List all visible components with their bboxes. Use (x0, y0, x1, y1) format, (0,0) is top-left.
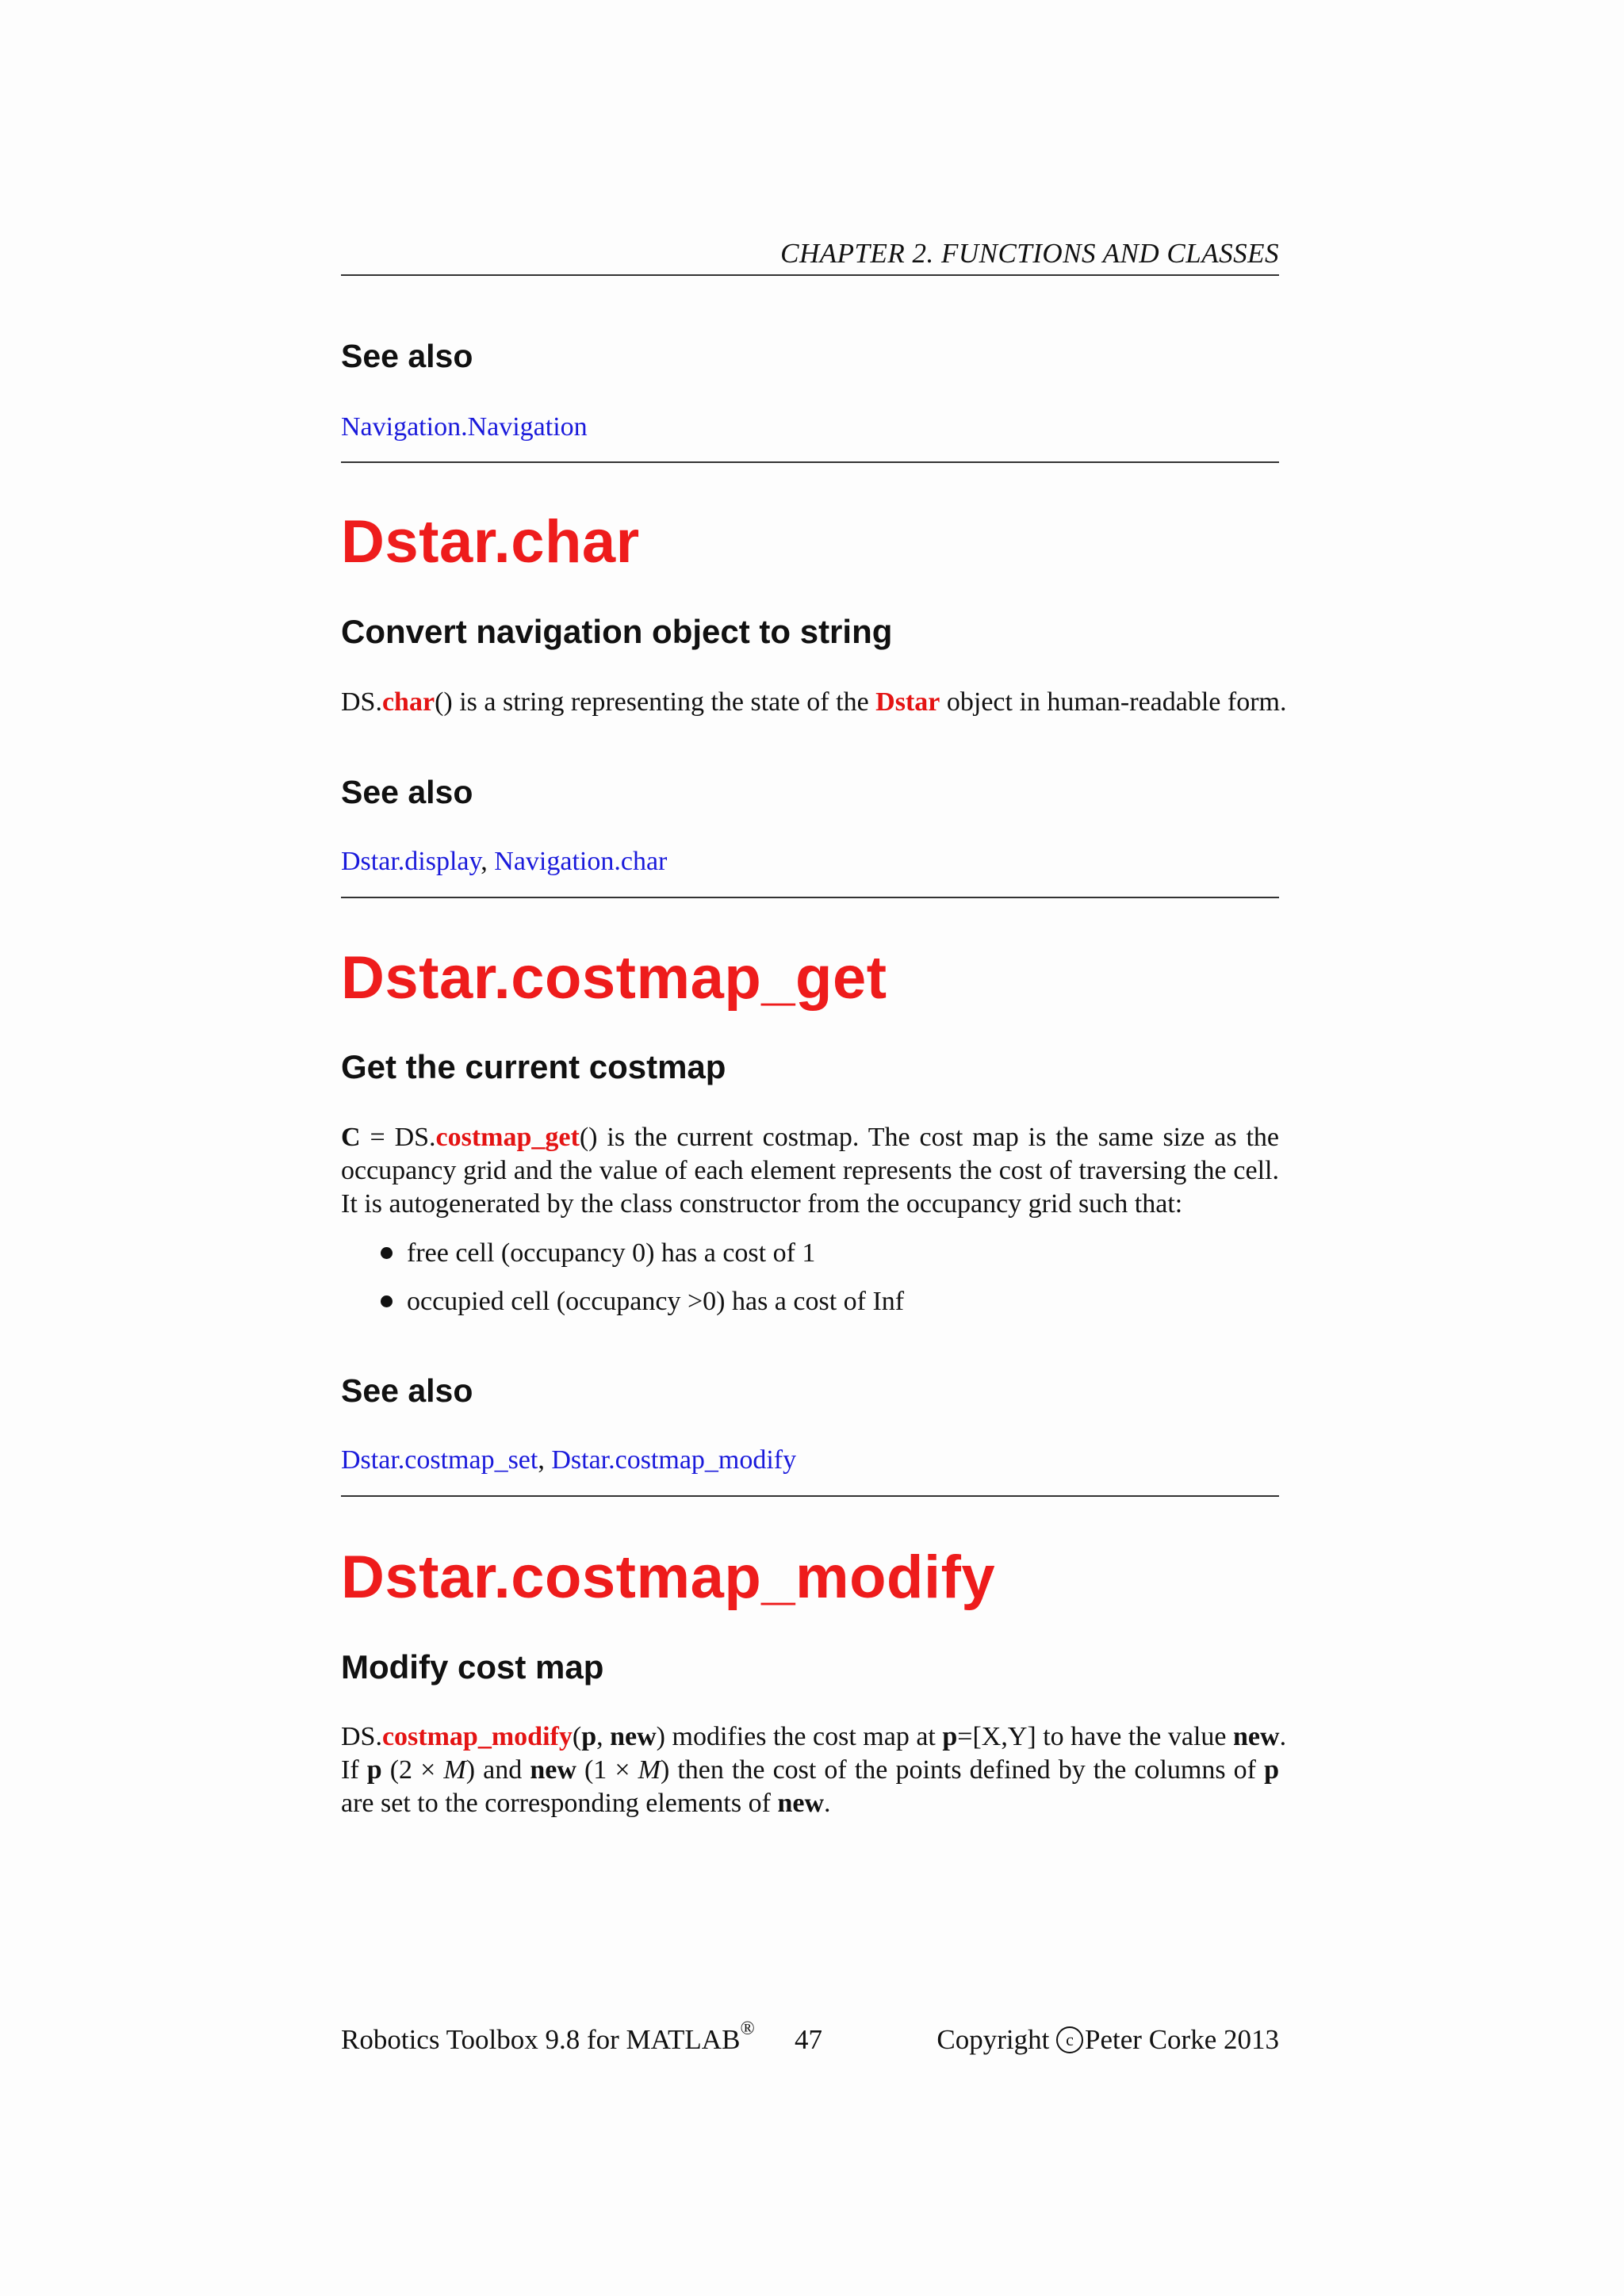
math-m: M (443, 1755, 466, 1785)
param-p: p (581, 1722, 597, 1751)
description-line: occupancy grid and the value of each element represents the cost of traversing the cell. (341, 1156, 1279, 1185)
section-divider (341, 461, 1279, 463)
text-fragment: () is a string representing the state of the (435, 687, 876, 717)
text-fragment: ) then the cost of the points defined by the columns of (660, 1755, 1265, 1785)
variable-c: C (341, 1123, 361, 1152)
link-separator: , (481, 847, 495, 876)
list-item (381, 1287, 904, 1317)
see-also-heading: See also (341, 1372, 473, 1409)
bullet-icon (381, 1247, 393, 1259)
see-also-links (341, 1445, 796, 1475)
list-item (381, 1238, 815, 1269)
function-title-costmap-modify: Dstar.costmap_modify (341, 1544, 996, 1611)
running-header: CHAPTER 2. FUNCTIONS AND CLASSES (780, 238, 1279, 269)
description-char (341, 686, 1287, 719)
text-fragment: . (824, 1789, 831, 1818)
see-also-heading: See also (341, 338, 473, 374)
registered-mark: ® (740, 2019, 755, 2039)
copyright-icon: c (1056, 2026, 1083, 2053)
description-line (341, 1720, 1287, 1754)
param-p: p (366, 1755, 382, 1785)
link-separator: , (538, 1445, 552, 1475)
footer-title: Robotics Toolbox 9.8 for MATLAB (341, 2024, 741, 2055)
function-subtitle-costmap-get: Get the current costmap (341, 1048, 726, 1085)
footer-left (341, 2019, 755, 2056)
link-dstar-costmap-modify[interactable]: Dstar.costmap_modify (551, 1445, 797, 1475)
math-m: M (638, 1755, 661, 1785)
description-costmap-modify (341, 1720, 1287, 1820)
description-line: It is autogenerated by the class constructor from the occupancy grid such that: (341, 1189, 1183, 1219)
description-line (341, 686, 1287, 719)
function-subtitle-costmap-modify: Modify cost map (341, 1648, 604, 1686)
text-fragment: ) modifies the cost map at (656, 1722, 943, 1751)
method-name: char (381, 687, 435, 717)
text-fragment: are set to the corresponding elements of (341, 1789, 778, 1818)
param-new: new (777, 1789, 824, 1818)
link-navigation-navigation[interactable]: Navigation.Navigation (341, 412, 588, 442)
footer-right (936, 2024, 1279, 2056)
page-number: 47 (795, 2024, 822, 2055)
param-new: new (530, 1755, 576, 1785)
link-navigation-char[interactable]: Navigation.char (494, 847, 668, 876)
see-also-links (341, 847, 667, 877)
text-fragment: ) and (465, 1755, 530, 1785)
text-fragment: () is the current costmap. The cost map is the same size as the (579, 1123, 1279, 1152)
param-new: new (610, 1722, 657, 1751)
text-fragment: (2 × (381, 1755, 444, 1785)
param-p: p (942, 1722, 958, 1751)
text-fragment: =[X,Y] to have the value (957, 1722, 1234, 1751)
text-fragment: DS. (341, 1722, 382, 1751)
link-dstar-costmap-set[interactable]: Dstar.costmap_set (341, 1445, 538, 1475)
function-subtitle-char: Convert navigation object to string (341, 613, 893, 650)
text-fragment: = DS. (360, 1123, 436, 1152)
method-name: costmap_get (435, 1123, 580, 1152)
description-line (341, 1754, 1279, 1787)
header-rule (341, 274, 1279, 276)
list-item-text: free cell (occupancy 0) has a cost of 1 (407, 1238, 816, 1268)
section-divider (341, 897, 1279, 898)
text-fragment: (1 × (576, 1755, 638, 1785)
section-divider (341, 1495, 1279, 1497)
bullet-icon (381, 1295, 393, 1307)
text-fragment: DS. (341, 687, 382, 717)
param-new: new (1233, 1722, 1280, 1751)
method-name: costmap_modify (381, 1722, 573, 1751)
function-title-costmap-get: Dstar.costmap_get (341, 944, 887, 1012)
text-fragment: ( (572, 1722, 582, 1751)
description-line (341, 1787, 1279, 1820)
function-title-char: Dstar.char (341, 508, 640, 576)
copyright-owner: Peter Corke 2013 (1085, 2024, 1279, 2055)
text-fragment: If (341, 1755, 367, 1785)
list-item-text: occupied cell (occupancy >0) has a cost of Inf (407, 1287, 905, 1316)
copyright-label: Copyright (936, 2024, 1057, 2055)
text-fragment: , (596, 1722, 611, 1751)
description-costmap-get (341, 1121, 1279, 1221)
see-also-heading: See also (341, 774, 473, 810)
text-fragment: . (1279, 1722, 1287, 1751)
class-name: Dstar (875, 687, 940, 717)
description-line (341, 1121, 1279, 1154)
param-p: p (1264, 1755, 1280, 1785)
text-fragment: object in human-readable form. (940, 687, 1287, 717)
see-also-links (341, 412, 588, 442)
link-dstar-display[interactable]: Dstar.display (341, 847, 481, 876)
